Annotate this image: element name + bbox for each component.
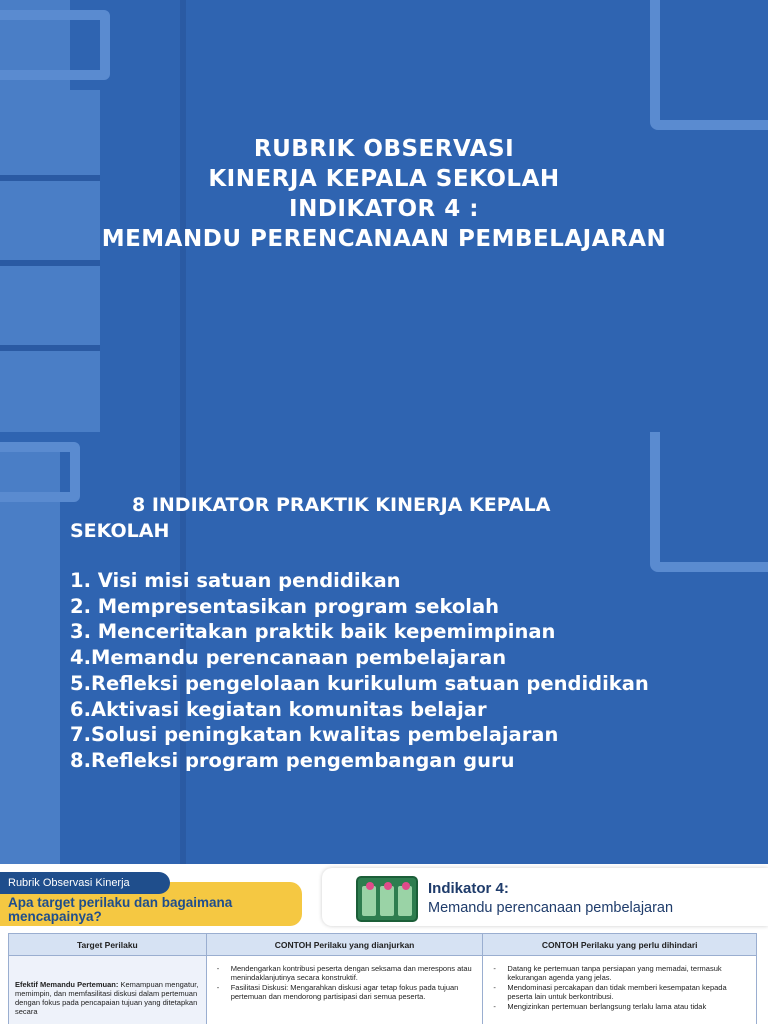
rubric-tag: Rubrik Observasi Kinerja: [0, 872, 170, 894]
list-item: - Mendominasi percakapan dan tidak memberi kesempatan kepada peserta lain untuk berkontribusi.: [489, 983, 750, 1001]
slide-indicator-list: [0, 432, 768, 864]
indicator-list: [70, 568, 750, 774]
list-heading: [70, 492, 690, 544]
list-item: 1. Visi misi satuan pendidikan: [70, 569, 401, 592]
indicator-title: Indikator 4:: [428, 880, 509, 897]
target-description: Kemampuan mengatur, memimpin, dan memfasilitasi diskusi dalam pertemuan dengan fokus pada pencapaian tujuan yang ditetapkan secara: [15, 980, 199, 1016]
heading-line: 8 INDIKATOR PRAKTIK KINERJA KEPALA: [132, 494, 551, 516]
recommended-cell: [206, 956, 483, 1024]
table-row: [9, 956, 757, 1024]
list-item: - Fasilitasi Diskusi: Mengarahkan diskusi agar tetap fokus pada tujuan pertemuan dan mendorong partisipasi dari semua peserta.: [213, 983, 477, 1001]
list-item: - Mengizinkan pertemuan berlangsung terlalu lama atau tidak: [489, 1002, 750, 1011]
list-item: 3. Menceritakan praktik baik kepemimpinan: [70, 620, 556, 644]
list-item: 6.Aktivasi kegiatan komunitas belajar: [70, 697, 487, 721]
bg-shelf-shape: [0, 452, 60, 864]
indicator-card: [322, 868, 768, 926]
bg-frame-shape: [0, 442, 80, 502]
column-header: CONTOH Perilaku yang perlu dihindari: [483, 934, 757, 956]
slide-title-text: [0, 134, 768, 254]
list-item: - Mendengarkan kontribusi peserta dengan seksama dan merespons atau menindaklanjutinya secara konstruktif.: [213, 964, 477, 982]
bg-frame-shape: [0, 10, 110, 80]
table-header-row: [9, 934, 757, 956]
target-cell: [9, 956, 207, 1024]
indicator-subtitle: Memandu perencanaan pembelajaran: [428, 900, 674, 916]
column-header: CONTOH Perilaku yang dianjurkan: [206, 934, 483, 956]
bg-frame-shape: [650, 0, 768, 130]
bg-shelf-line: [0, 345, 100, 351]
list-item: - Datang ke pertemuan tanpa persiapan yang memadai, termasuk kekurangan agenda yang jelas.: [489, 964, 750, 982]
list-item: 5.Refleksi pengelolaan kurikulum satuan pendidikan: [70, 671, 649, 695]
title-line: INDIKATOR 4 :: [289, 196, 479, 222]
bookshelf-icon: [356, 876, 418, 922]
title-line: KINERJA KEPALA SEKOLAH: [208, 166, 560, 192]
column-header: Target Perilaku: [9, 934, 207, 956]
bg-shelf-line: [0, 260, 100, 266]
target-label: Efektif Memandu Pertemuan:: [15, 980, 119, 989]
list-item: 2. Mempresentasikan program sekolah: [70, 594, 500, 618]
list-item: 7.Solusi peningkatan kwalitas pembelajaran: [70, 723, 559, 747]
rubric-table: [8, 933, 757, 1024]
list-item: 8.Refleksi program pengembangan guru: [70, 748, 515, 772]
slide-rubric-table: [0, 864, 768, 1024]
title-line: MEMANDU PERENCANAAN PEMBELAJARAN: [101, 226, 667, 252]
slide-title: [0, 0, 768, 432]
heading-line: SEKOLAH: [70, 520, 170, 542]
list-item: 4.Memandu perencanaan pembelajaran: [70, 646, 507, 670]
avoid-cell: [483, 956, 757, 1024]
title-line: RUBRIK OBSERVASI: [253, 136, 515, 162]
question-banner: Apa target perilaku dan bagaimana mencapainya?: [0, 882, 302, 926]
